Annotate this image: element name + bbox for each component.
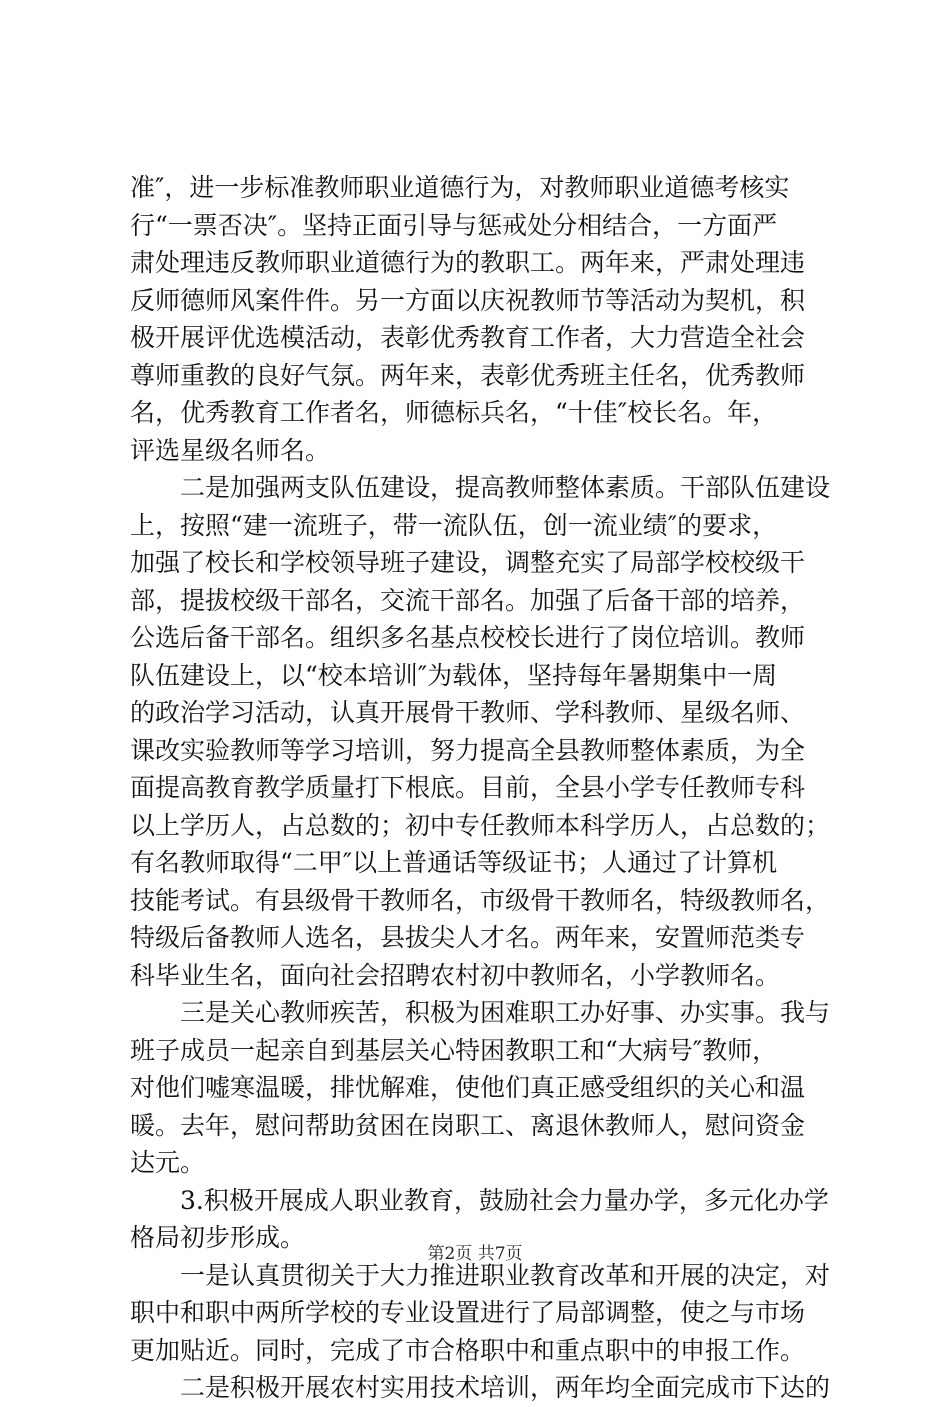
text-line: 一是认真贯彻关于大力推进职业教育改革和开展的决定，对 — [130, 1260, 830, 1290]
text-line: 二是积极开展农村实用技术培训，两年均全面完成市下达的 — [130, 1373, 830, 1402]
text-line: 对他们嘘寒温暖，排忧解难，使他们真正感受组织的关心和温 — [130, 1073, 806, 1102]
text-line: 准″，进一步标准教师职业道德行为，对教师职业道德考核实 — [130, 173, 790, 202]
text-line: 评选星级名师名。 — [130, 435, 331, 465]
text-line: 上，按照“建一流班子，带一流队伍，创一流业绩″的要求， — [130, 510, 778, 540]
text-line: 尊师重教的良好气氛。两年来，表彰优秀班主任名，优秀教师 — [130, 360, 806, 390]
page-number-label: 第2页 共7页 — [427, 1244, 523, 1264]
text-line: 更加贴近。同时，完成了市合格职中和重点职中的申报工作。 — [130, 1335, 806, 1365]
text-line: 部，提拔校级干部名，交流干部名。加强了后备干部的培养， — [130, 585, 806, 615]
text-line: 科毕业生名，面向社会招聘农村初中教师名，小学教师名。 — [130, 960, 781, 990]
text-line: 肃处理违反教师职业道德行为的教职工。两年来，严肃处理违 — [130, 248, 806, 277]
text-line: 特级后备教师人选名，县拔尖人才名。两年来，安置师范类专 — [130, 923, 806, 952]
text-line: 有名教师取得“二甲″以上普通话等级证书；人通过了计算机 — [130, 848, 778, 877]
text-line: 班子成员一起亲自到基层关心特困教职工和“大病号″教师， — [130, 1035, 778, 1065]
text-line: 格局初步形成。 — [130, 1223, 306, 1252]
text-line: 三是关心教师疾苦，积极为困难职工办好事、办实事。我与 — [130, 998, 830, 1027]
text-line: 反师德师风案件件。另一方面以庆祝教师节等活动为契机，积 — [130, 285, 806, 315]
text-line: 的政治学习活动，认真开展骨干教师、学科教师、星级名师、 — [130, 698, 806, 727]
text-line: 暖。去年，慰问帮助贫困在岗职工、离退休教师人，慰问资金 — [130, 1110, 806, 1140]
text-line: 技能考试。有县级骨干教师名，市级骨干教师名，特级教师名， — [130, 885, 830, 915]
text-line: 行“一票否决″。坚持正面引导与惩戒处分相结合，一方面严 — [130, 210, 778, 240]
text-line: 二是加强两支队伍建设，提高教师整体素质。干部队伍建设 — [130, 473, 830, 502]
text-line: 课改实验教师等学习培训，努力提高全县教师整体素质，为全 — [130, 735, 806, 765]
text-line: 加强了校长和学校领导班子建设，调整充实了局部学校校级干 — [130, 548, 806, 577]
text-line: 3.积极开展成人职业教育，鼓励社会力量办学，多元化办学 — [130, 1185, 829, 1215]
text-line: 名，优秀教育工作者名，师德标兵名，“十佳″校长名。年， — [130, 398, 778, 427]
document-body — [130, 169, 830, 1407]
text-line: 达元。 — [130, 1148, 206, 1177]
text-line: 公选后备干部名。组织多名基点校校长进行了岗位培训。教师 — [130, 623, 806, 652]
page-footer — [0, 1243, 950, 1265]
text-line: 队伍建设上，以“校本培训″为载体，坚持每年暑期集中一周 — [130, 660, 778, 690]
text-line: 职中和职中两所学校的专业设置进行了局部调整，使之与市场 — [130, 1298, 806, 1327]
text-line: 极开展评优选模活动，表彰优秀教育工作者，大力营造全社会 — [130, 323, 806, 352]
text-line: 面提高教育教学质量打下根底。目前，全县小学专任教师专科 — [130, 773, 806, 802]
text-line: 以上学历人，占总数的；初中专任教师本科学历人，占总数的； — [130, 810, 830, 840]
